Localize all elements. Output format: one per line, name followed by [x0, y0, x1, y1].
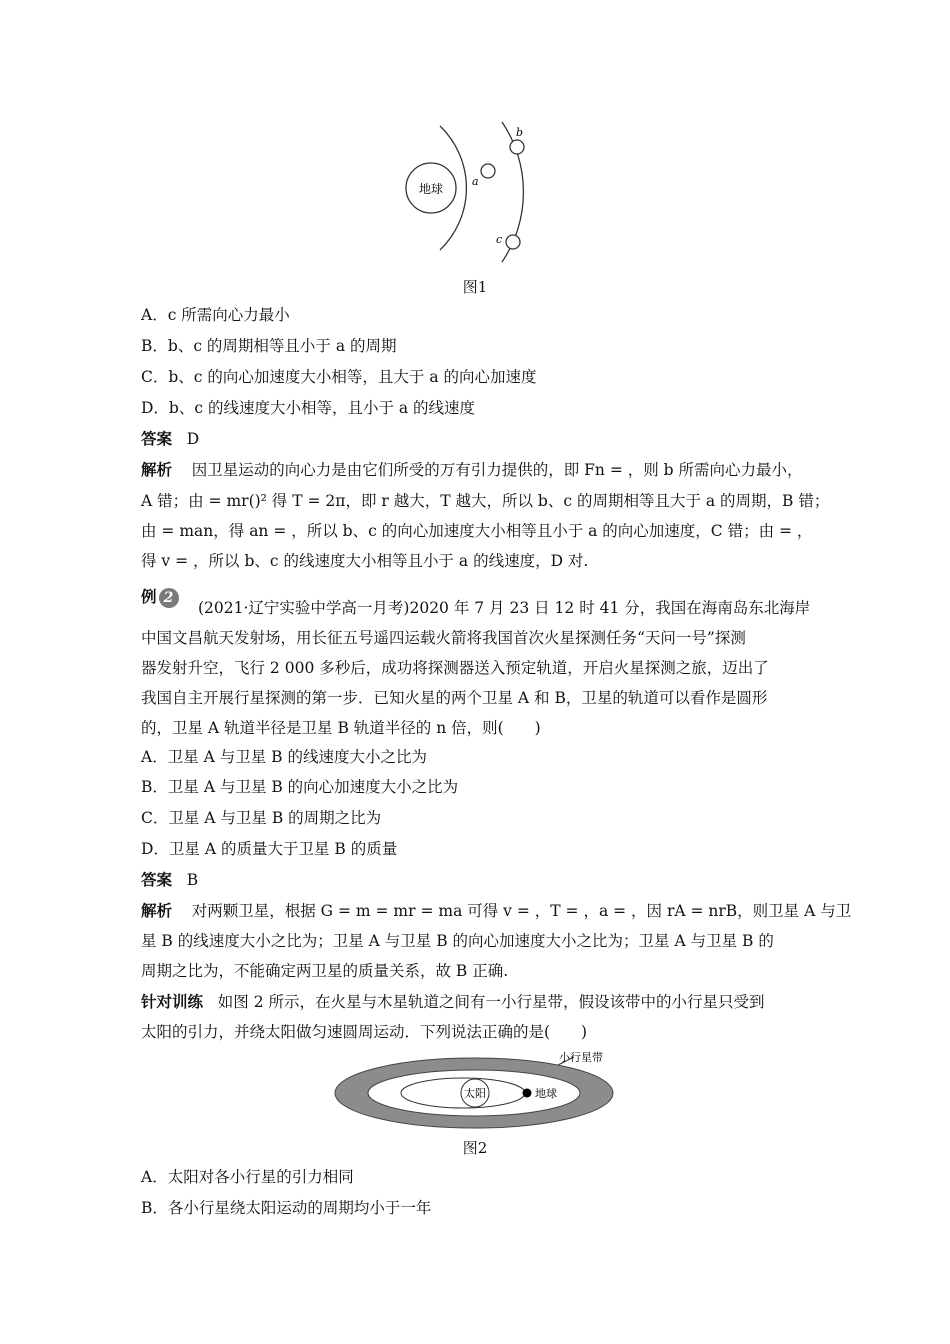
training-text: 如图 2 所示，在火星与木星轨道之间有一小行星带，假设该带中的小行星只受到	[217, 993, 765, 1011]
training-line-1	[141, 991, 765, 1013]
example-2-line-5: 的，卫星 A 轨道半径是卫星 B 轨道半径的 n 倍，则( )	[141, 719, 541, 737]
analysis-text: 对两颗卫星，根据 G = m = mr = ma 可得 v = ，T = ，a = ，因 rA = nrB，则卫星 A 与卫	[191, 902, 852, 920]
label-a: a	[472, 175, 479, 188]
figure-2-asteroid-belt-diagram	[330, 1048, 620, 1132]
figure-2-caption: 图2	[462, 1139, 488, 1157]
satellite-b	[510, 140, 524, 154]
example-2-line-3: 器发射升空，飞行 2 000 多秒后，成功将探测器送入预定轨道，开启火星探测之旅，迈出了	[141, 659, 769, 677]
answer-label: 答案	[141, 430, 173, 448]
analysis-label: 解析	[141, 902, 173, 920]
satellite-a	[481, 164, 495, 178]
figure-1-orbit-diagram	[380, 118, 570, 268]
example-number-badge: 2	[159, 588, 179, 608]
earth-label: 地球	[418, 182, 444, 196]
example-2-option-a: A．卫星 A 与卫星 B 的线速度大小之比为	[141, 748, 427, 766]
example-2-option-d: D．卫星 A 的质量大于卫星 B 的质量	[141, 840, 398, 858]
q1-option-c: C．b、c 的向心加速度大小相等，且大于 a 的向心加速度	[141, 368, 537, 386]
q1-option-a: A．c 所需向心力最小	[141, 306, 290, 324]
example-2-analysis-line-1	[141, 900, 851, 922]
q1-analysis-line-3: 由 = man，得 an = ，所以 b、c 的向心加速度大小相等且小于 a 的向心加速度，C 错；由 = ，	[141, 522, 813, 540]
example-2-option-b: B．卫星 A 与卫星 B 的向心加速度大小之比为	[141, 778, 459, 796]
training-label: 针对训练	[141, 993, 204, 1011]
q1-analysis-line-1	[141, 459, 803, 481]
figure-1-caption: 图1	[462, 278, 488, 296]
example-2-label	[141, 586, 179, 608]
orbit-a	[440, 126, 466, 250]
label-c: c	[496, 233, 503, 246]
example-2-answer	[141, 869, 198, 891]
q1-answer	[141, 428, 199, 450]
example-2-line-1: (2021·辽宁实验中学高一月考)2020 年 7 月 23 日 12 时 41 分，我国在海南岛东北海岸	[198, 599, 811, 617]
q1-option-b: B．b、c 的周期相等且小于 a 的周期	[141, 337, 397, 355]
satellite-c	[506, 235, 520, 249]
answer-value: D	[186, 430, 200, 448]
analysis-label: 解析	[141, 461, 173, 479]
earth-dot	[523, 1089, 532, 1098]
q1-analysis-line-2: A 错；由 = mr()² 得 T = 2π，即 r 越大，T 越大，所以 b、c 的周期相等且大于 a 的周期，B 错；	[141, 492, 830, 510]
answer-label: 答案	[141, 871, 173, 889]
answer-value: B	[186, 871, 199, 889]
sun-label: 太阳	[464, 1087, 486, 1100]
example-2-option-c: C．卫星 A 与卫星 B 的周期之比为	[141, 809, 382, 827]
training-option-b: B．各小行星绕太阳运动的周期均小于一年	[141, 1199, 432, 1217]
earth-label: 地球	[535, 1087, 557, 1100]
example-2-line-4: 我国自主开展行星探测的第一步．已知火星的两个卫星 A 和 B，卫星的轨道可以看作是圆形	[141, 689, 768, 707]
example-2-line-2: 中国文昌航天发射场，用长征五号遥四运载火箭将我国首次火星探测任务“天问一号”探测	[141, 629, 746, 647]
belt-label: 小行星带	[559, 1051, 603, 1064]
example-2-analysis-line-2: 星 B 的线速度大小之比为；卫星 A 与卫星 B 的向心加速度大小之比为；卫星 A 与卫星 B 的	[141, 932, 774, 950]
training-line-2: 太阳的引力，并绕太阳做匀速圆周运动．下列说法正确的是( )	[141, 1023, 588, 1041]
label-b: b	[516, 126, 524, 139]
example-2-analysis-line-3: 周期之比为，不能确定两卫星的质量关系，故 B 正确.	[141, 962, 509, 980]
training-option-a: A．太阳对各小行星的引力相同	[141, 1168, 354, 1186]
q1-analysis-line-4: 得 v = ，所以 b、c 的线速度大小相等且小于 a 的线速度，D 对.	[141, 552, 589, 570]
example-label: 例	[141, 588, 157, 606]
analysis-text: 因卫星运动的向心力是由它们所受的万有引力提供的，即 Fn = ，则 b 所需向心力最小，	[191, 461, 803, 479]
q1-option-d: D．b、c 的线速度大小相等，且小于 a 的线速度	[141, 399, 476, 417]
